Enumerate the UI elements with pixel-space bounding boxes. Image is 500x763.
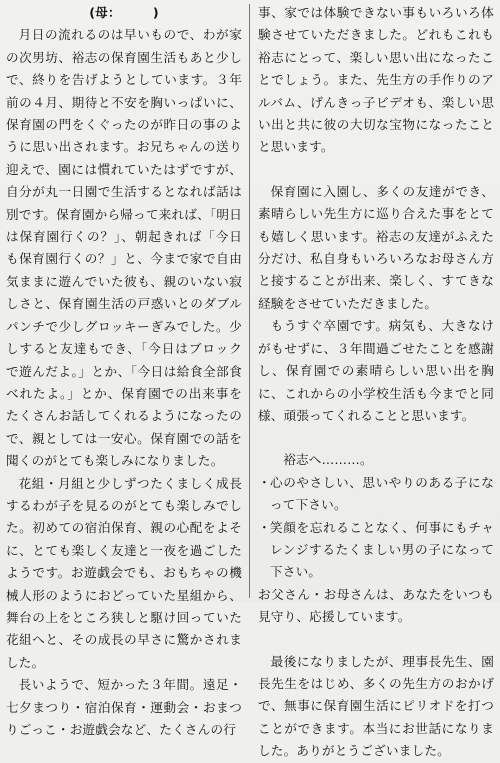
wish-text: 笑顔を忘れることなく、何事にもチャレンジするたくましい男の子になって下さい。 <box>270 519 494 580</box>
bullet-mark: ・ <box>258 519 271 535</box>
left-column <box>6 2 242 737</box>
paragraph-6: もうすぐ卒園です。病気も、大きなけがもせずに、３年間過ごせたことを感謝し、保育園での素晴らしい思い出を胸に、これからの小学校生活も今までと同様、頑張ってくれることと思います。 <box>258 318 494 423</box>
paragraph-4: 事、家では体験できない事もいろいろ体験させていただきました。どれもこれも裕志にとって、楽しい思い出になったことでしょう。また、先生方の手作りのアルバム、げんきっ子ビデオも、楽しい思い出と共に彼の大切な宝物になったことと思います。 <box>258 5 494 155</box>
bullet-mark: ・ <box>258 474 271 490</box>
paragraph-2: 花組・月組と少しずつたくましく成長するわが子を見るのがとても楽しみでした。初めての宿泊保育、親の心配をよそに、とても楽しく友達と一夜を過ごしたようです。お遊戯会でも、おもちゃの機械人形のようにおどっていた星組から、舞台の上をところ狭しと駆け回っていた花組へと、その成長の早さに驚かされました。 <box>6 475 242 670</box>
paragraph-3: 長いようで、短かった３年間。遠足・七夕まつり・宿泊保育・運動会・おまつりごっこ・お遊戯会など、たくさんの行 <box>6 677 242 737</box>
wish-item <box>258 517 494 584</box>
parents-message: お父さん・お母さんは、あなたをいつも見守り、応援しています。 <box>258 586 494 625</box>
column-divider <box>249 4 250 598</box>
paragraph-1: 月日の流れるのは早いもので、わが家の次男坊、裕志の保育園生活もあと少しで、終りを告げようとしています。３年前の４月、期待と不安を胸いっぱいに、保育園の門をくぐったのが昨日の事のように思い出されます。お兄ちゃんの送り迎えで、園には慣れていたはずですが、自分が丸一日園で生活するとなれば話は別です。保育園から帰って来れば、「明日は保育園行くの？」、朝起きれば「今日も保育園行くの？」と、今まで家で自由気ままに遊んでいた彼も、親のいない寂しさと、保育園生活の戸惑いとのダブルパンチで少しグロッキーぎみでした。少しすると友達もでき、「今日はブロックで遊んだよ。」とか、「今日は給食全部食べれたよ。」とか、保育園での出来事をたくさんお話してくれるようになったので、親としては一安心。保育園での話を聞くのがとても楽しみになりました。 <box>6 27 242 469</box>
spacer <box>258 629 494 651</box>
document-heading: (母： ) <box>89 5 159 20</box>
wish-item <box>258 472 494 517</box>
wish-text: 心のやさしい、思いやりのある子になって下さい。 <box>270 474 494 513</box>
greeting: 裕志へ………。 <box>283 452 373 468</box>
paragraph-5: 保育園に入園し、多くの友達ができ、素晴らしい先生方に巡り合えた事をとても嬉しく思います。裕志の友達がふえた分だけ、私自身もいろいろなお母さん方と接することが出来、楽しく、すてきな経験をさせていただきました。 <box>258 183 494 311</box>
right-column <box>258 2 494 759</box>
spacer <box>258 159 494 181</box>
closing-paragraph: 最後になりましたが、理事長先生、園長先生をはじめ、多くの先生方のおかげで、無事に保育園生活にピリオドを打つことができます。本当にお世話になりました。ありがとうございました。 <box>258 653 494 759</box>
